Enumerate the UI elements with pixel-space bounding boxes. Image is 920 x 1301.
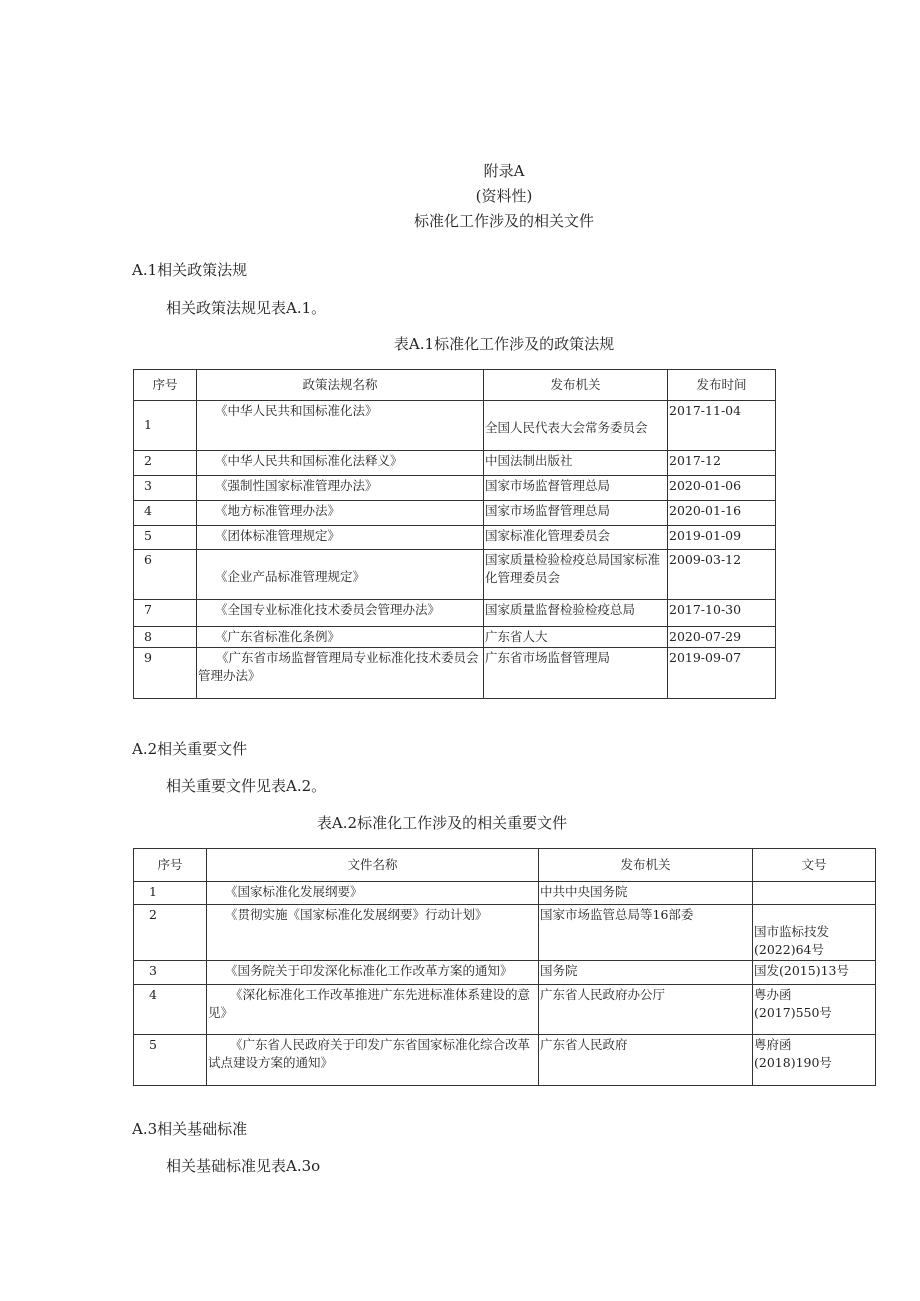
table-cell: 2017-10-30 bbox=[668, 600, 776, 627]
table-row bbox=[134, 476, 776, 501]
table-row bbox=[134, 882, 876, 905]
table-row bbox=[134, 1035, 876, 1086]
table-cell: 《中华人民共和国标准化法释义》 bbox=[197, 451, 484, 476]
table-cell: 粤府函(2018)190号 bbox=[753, 1035, 876, 1086]
table-cell: 5 bbox=[134, 526, 197, 550]
table-row bbox=[134, 600, 776, 627]
table-header-cell: 发布机关 bbox=[539, 849, 753, 882]
table-cell: 广东省市场监督管理局 bbox=[484, 648, 668, 699]
table-cell: 国家标准化管理委员会 bbox=[484, 526, 668, 550]
table-row bbox=[134, 648, 776, 699]
section-a3-heading: A.3相关基础标准 bbox=[132, 1120, 248, 1138]
table-row bbox=[134, 526, 776, 550]
table-header-cell: 政策法规名称 bbox=[197, 370, 484, 401]
table-header-cell: 序号 bbox=[134, 849, 207, 882]
table-header-cell: 文件名称 bbox=[207, 849, 539, 882]
table-cell: 《全国专业标准化技术委员会管理办法》 bbox=[197, 600, 484, 627]
table-cell: 《深化标准化工作改革推进广东先进标准体系建设的意见》 bbox=[207, 985, 539, 1035]
table-cell: 国家质量监督检验检疫总局 bbox=[484, 600, 668, 627]
section-a1-heading: A.1相关政策法规 bbox=[132, 261, 248, 279]
section-a3-intro: 相关基础标准见表A.3o bbox=[166, 1157, 321, 1175]
table-cell: 2017-11-04 bbox=[668, 401, 776, 451]
table-cell: 2019-01-09 bbox=[668, 526, 776, 550]
table-cell: 《强制性国家标准管理办法》 bbox=[197, 476, 484, 501]
table-cell: 3 bbox=[134, 476, 197, 501]
table-cell: 全国人民代表大会常务委员会 bbox=[484, 401, 668, 451]
table-cell: 国家质量检验检疫总局国家标准化管理委员会 bbox=[484, 550, 668, 600]
table-cell: 《广东省人民政府关于印发广东省国家标准化综合改革试点建设方案的通知》 bbox=[207, 1035, 539, 1086]
table-cell: 4 bbox=[134, 985, 207, 1035]
table-header-cell: 发布时间 bbox=[668, 370, 776, 401]
appendix-heading: 标准化工作涉及的相关文件 bbox=[413, 212, 594, 230]
table-cell: 9 bbox=[134, 648, 197, 699]
table-cell: 《国务院关于印发深化标准化工作改革方案的通知》 bbox=[207, 961, 539, 985]
section-a2-intro: 相关重要文件见表A.2。 bbox=[166, 777, 327, 795]
table-cell: 2009-03-12 bbox=[668, 550, 776, 600]
table-row bbox=[134, 451, 776, 476]
table-cell: 国务院 bbox=[539, 961, 753, 985]
table-cell: 国发(2015)13号 bbox=[753, 961, 876, 985]
appendix-subtitle: (资料性) bbox=[475, 187, 533, 205]
table-cell: 1 bbox=[134, 882, 207, 905]
table-row bbox=[134, 550, 776, 600]
table-cell: 中国法制出版社 bbox=[484, 451, 668, 476]
table-header-cell: 序号 bbox=[134, 370, 197, 401]
table-cell: 2017-12 bbox=[668, 451, 776, 476]
table-cell: 2020-01-06 bbox=[668, 476, 776, 501]
table-row bbox=[134, 501, 776, 526]
table-cell: 国家市场监督管理总局 bbox=[484, 476, 668, 501]
table-a2 bbox=[133, 848, 876, 1086]
table-cell: 《广东省市场监督管理局专业标准化技术委员会管理办法》 bbox=[197, 648, 484, 699]
table1-caption: 表A.1标准化工作涉及的政策法规 bbox=[393, 335, 615, 353]
table-header-cell: 发布机关 bbox=[484, 370, 668, 401]
table-cell: 《团体标准管理规定》 bbox=[197, 526, 484, 550]
table-cell: 《企业产品标准管理规定》 bbox=[197, 550, 484, 600]
table2-caption: 表A.2标准化工作涉及的相关重要文件 bbox=[316, 814, 568, 832]
table-row bbox=[134, 627, 776, 648]
table-row bbox=[134, 401, 776, 451]
table-cell bbox=[753, 882, 876, 905]
section-a1-intro: 相关政策法规见表A.1。 bbox=[166, 299, 327, 317]
table-cell: 国家市场监管总局等16部委 bbox=[539, 905, 753, 961]
table-cell: 《中华人民共和国标准化法》 bbox=[197, 401, 484, 451]
section-a2-heading: A.2相关重要文件 bbox=[132, 740, 248, 758]
table-cell: 广东省人民政府 bbox=[539, 1035, 753, 1086]
table-cell: 8 bbox=[134, 627, 197, 648]
table-row bbox=[134, 961, 876, 985]
table-cell: 粤办函(2017)550号 bbox=[753, 985, 876, 1035]
table-row bbox=[134, 905, 876, 961]
table-cell: 广东省人大 bbox=[484, 627, 668, 648]
table-cell: 1 bbox=[134, 401, 197, 451]
table-a1 bbox=[133, 369, 776, 699]
table-cell: 《贯彻实施《国家标准化发展纲要》行动计划》 bbox=[207, 905, 539, 961]
table-cell: 国市监标技发(2022)64号 bbox=[753, 905, 876, 961]
table-cell: 5 bbox=[134, 1035, 207, 1086]
table-cell: 2019-09-07 bbox=[668, 648, 776, 699]
table-cell: 国家市场监督管理总局 bbox=[484, 501, 668, 526]
table-row bbox=[134, 985, 876, 1035]
table-cell: 《地方标准管理办法》 bbox=[197, 501, 484, 526]
table-cell: 4 bbox=[134, 501, 197, 526]
table-header-cell: 文号 bbox=[753, 849, 876, 882]
table-cell: 2020-01-16 bbox=[668, 501, 776, 526]
table-cell: 2 bbox=[134, 905, 207, 961]
table-cell: 2 bbox=[134, 451, 197, 476]
table-cell: 广东省人民政府办公厅 bbox=[539, 985, 753, 1035]
table-cell: 中共中央国务院 bbox=[539, 882, 753, 905]
table-cell: 7 bbox=[134, 600, 197, 627]
table-cell: 3 bbox=[134, 961, 207, 985]
appendix-title: 附录A bbox=[483, 162, 525, 180]
table-cell: 6 bbox=[134, 550, 197, 600]
table-cell: 2020-07-29 bbox=[668, 627, 776, 648]
table-cell: 《广东省标准化条例》 bbox=[197, 627, 484, 648]
table-cell: 《国家标准化发展纲要》 bbox=[207, 882, 539, 905]
